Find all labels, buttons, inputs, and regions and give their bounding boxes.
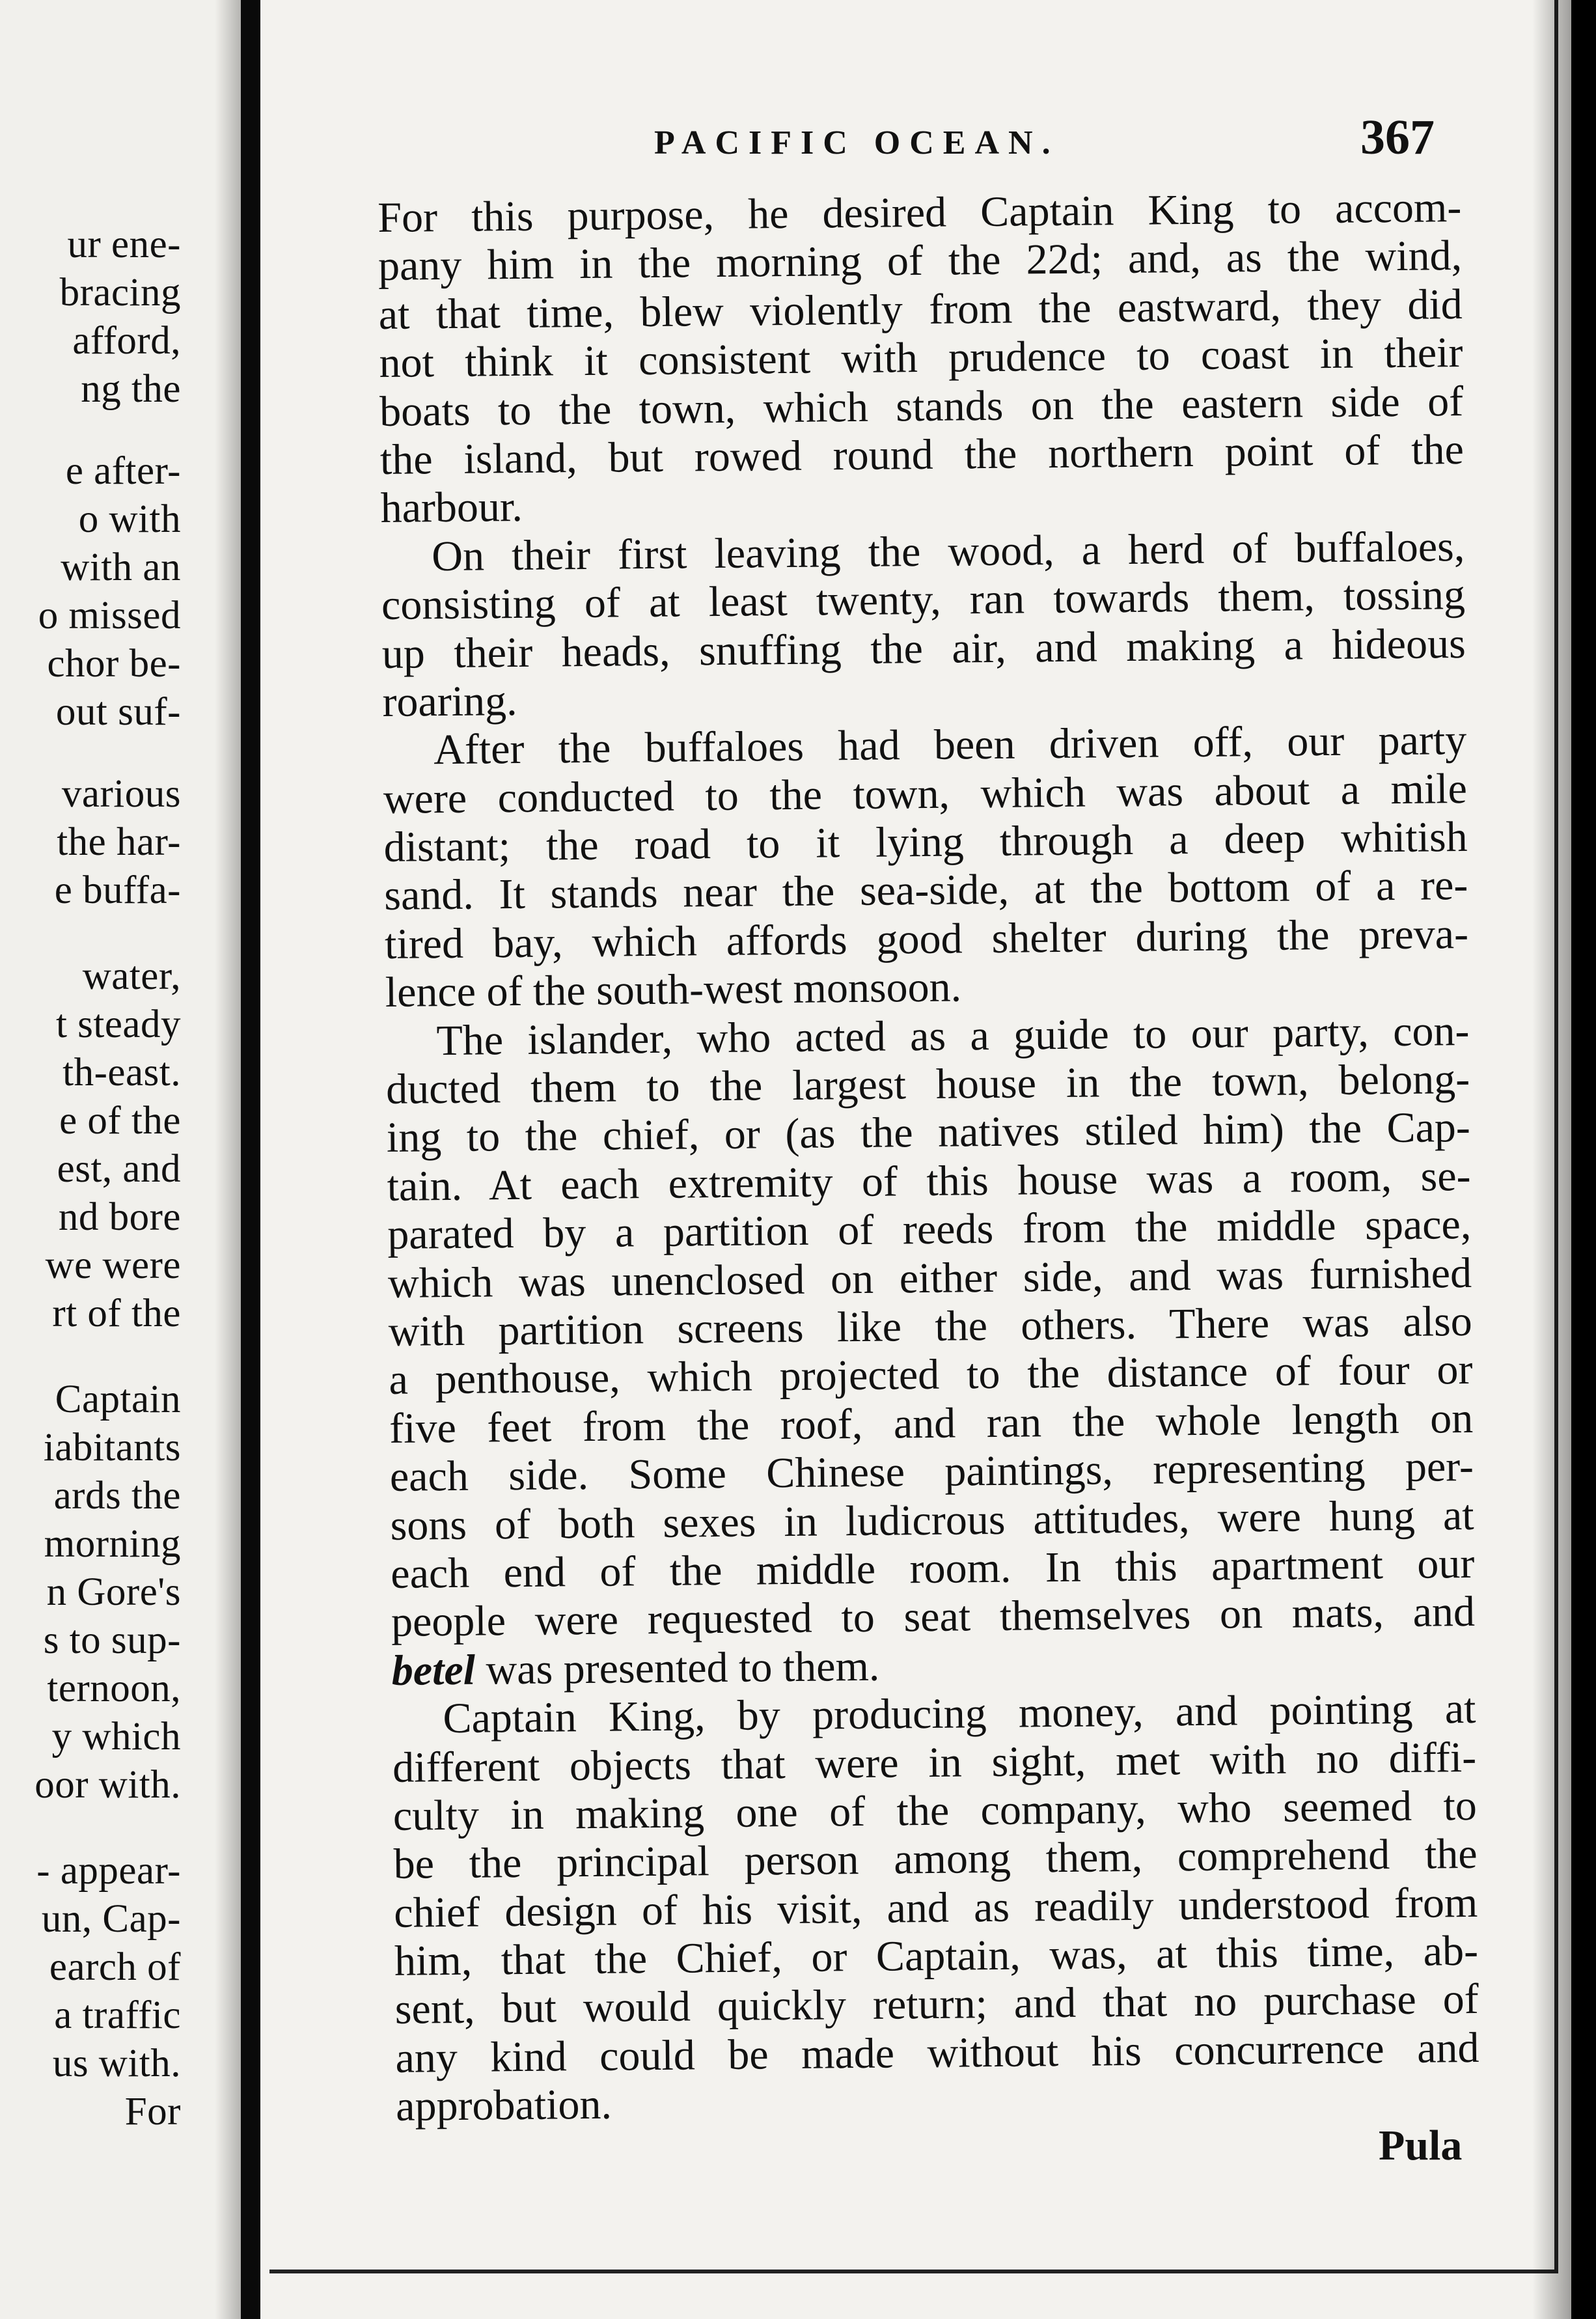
text-line: different objects that were in sight, met with no diffi- xyxy=(392,1733,1477,1792)
facing-page-line: water, xyxy=(82,954,181,998)
book-page xyxy=(260,0,1571,2319)
facing-page-line: ng the xyxy=(81,367,181,411)
facing-page-line: the har- xyxy=(57,820,181,864)
text-line: five feet from the roof, and ran the whole length on xyxy=(389,1394,1474,1452)
facing-page-line: various xyxy=(61,772,181,816)
page-edge-shadow xyxy=(1532,0,1571,2319)
facing-page-line: afford, xyxy=(72,319,181,363)
text-line: sons of both sexes in ludicrous attitudes, were hung at xyxy=(390,1491,1474,1549)
facing-page-line: Captain xyxy=(55,1378,181,1421)
text-line-rest: was presented to them. xyxy=(486,1642,880,1694)
facing-page-line: y which xyxy=(51,1715,181,1758)
facing-page-line: oor with. xyxy=(34,1763,181,1807)
text-line: After the buffaloes had been driven off, our party xyxy=(433,716,1467,774)
text-line: approbation. xyxy=(395,2080,612,2131)
facing-page-line: earch of xyxy=(49,1945,181,1989)
text-line: ducted them to the largest house in the town, belong- xyxy=(385,1055,1470,1113)
body-text xyxy=(378,184,1479,2131)
text-line: each end of the middle room. In this apartment our xyxy=(390,1539,1475,1598)
text-line: For this purpose, he desired Captain King to accom- xyxy=(378,184,1462,242)
text-line: which was unenclosed on either side, and was furnished xyxy=(387,1249,1472,1307)
facing-page-line: n Gore's xyxy=(46,1570,181,1614)
text-line: boats to the town, which stands on the eastern side of xyxy=(379,377,1464,436)
facing-page-fragment xyxy=(0,0,241,2319)
facing-page-line: e after- xyxy=(65,449,181,493)
gutter-shadow xyxy=(215,0,241,2319)
text-line: sent, but would quickly return; and that no purchase of xyxy=(394,1975,1479,2034)
facing-page-line: bracing xyxy=(59,271,181,314)
facing-page-line: we were xyxy=(45,1243,181,1287)
text-line: up their heads, snuffing the air, and making a hideous xyxy=(381,619,1466,678)
facing-page-line: t steady xyxy=(55,1003,181,1046)
facing-page-line: For xyxy=(124,2090,181,2133)
facing-page-line: with an xyxy=(61,546,181,589)
text-line: lence of the south-west monsoon. xyxy=(385,963,962,1017)
text-line: tired bay, which affords good shelter during the preva- xyxy=(384,910,1469,968)
facing-page-line: out suf- xyxy=(55,690,181,734)
facing-page-line: s to sup- xyxy=(43,1618,181,1662)
facing-page-line: o with xyxy=(78,497,181,541)
text-line: culty in making one of the company, who seemed to xyxy=(392,1781,1478,1840)
facing-page-line: ards the xyxy=(53,1474,181,1518)
facing-page-line: iabitants xyxy=(43,1426,181,1469)
text-line: any kind could be made without his concurrence and xyxy=(395,2023,1479,2082)
text-line: harbour. xyxy=(380,483,523,533)
facing-page-line: us with. xyxy=(52,2042,181,2085)
facing-page-line: ur ene- xyxy=(67,223,181,266)
text-line: ing to the chief, or (as the natives stiled him) the Cap- xyxy=(386,1104,1471,1162)
page-number: 367 xyxy=(1360,110,1435,165)
facing-page-line: un, Cap- xyxy=(41,1897,181,1941)
facing-page-line: rt of the xyxy=(52,1292,181,1335)
text-line: chief design of his visit, and as readily understood from xyxy=(393,1878,1478,1937)
text-line: at that time, blew violently from the eastward, they did xyxy=(378,280,1463,339)
text-line: not think it consistent with prudence to coast in their xyxy=(379,329,1463,387)
text-line: the island, but rowed round the northern point of the xyxy=(379,425,1465,484)
facing-page-line: - appear- xyxy=(36,1849,181,1893)
text-line: with partition screens like the others. There was also xyxy=(388,1297,1473,1355)
italic-word: betel xyxy=(391,1646,476,1695)
page-gap xyxy=(241,0,260,2319)
text-line: parated by a partition of reeds from the middle space, xyxy=(387,1201,1472,1259)
facing-page-line: ternoon, xyxy=(47,1667,181,1710)
facing-page-line: e buffa- xyxy=(54,868,181,912)
text-line: Captain King, by producing money, and pointing at xyxy=(443,1685,1476,1743)
facing-page-line: morning xyxy=(44,1522,181,1566)
facing-page-line: a traffic xyxy=(54,1993,181,2037)
text-line: a penthouse, which projected to the distance of four or xyxy=(389,1346,1473,1404)
text-line: consisting of at least twenty, ran towards them, tossing xyxy=(381,571,1466,630)
facing-page-line: th-east. xyxy=(62,1051,181,1094)
text-line: sand. It stands near the sea-side, at the bottom of a re- xyxy=(383,861,1468,920)
facing-page-line: nd bore xyxy=(58,1195,181,1239)
running-head: PACIFIC OCEAN. xyxy=(654,124,1060,161)
text-line: roaring. xyxy=(382,676,517,726)
text-line: him, that the Chief, or Captain, was, at this time, ab- xyxy=(394,1926,1479,1985)
text-line: tain. At each extremity of this house was a room, se- xyxy=(387,1152,1471,1210)
facing-page-line: e of the xyxy=(59,1099,181,1143)
text-line: pany him in the morning of the 22d; and, as the wind, xyxy=(378,232,1463,290)
text-line: each side. Some Chinese paintings, representing per- xyxy=(389,1443,1474,1501)
text-line: distant; the road to it lying through a deep whitish xyxy=(383,813,1468,872)
facing-page-line: chor be- xyxy=(47,642,181,686)
text-line: people were requested to seat themselves on mats, and xyxy=(391,1588,1476,1646)
text-line: On their first leaving the wood, a herd of buffaloes, xyxy=(431,522,1465,580)
facing-page-line: est, and xyxy=(57,1147,181,1191)
text-line: The islander, who acted as a guide to our party, con- xyxy=(436,1007,1470,1064)
text-line: be the principal person among them, comprehend the xyxy=(393,1830,1478,1889)
text-line: were conducted to the town, which was about a mile xyxy=(383,764,1468,823)
catchword: Pula xyxy=(1379,2122,1463,2169)
facing-page-line: o missed xyxy=(38,594,181,637)
